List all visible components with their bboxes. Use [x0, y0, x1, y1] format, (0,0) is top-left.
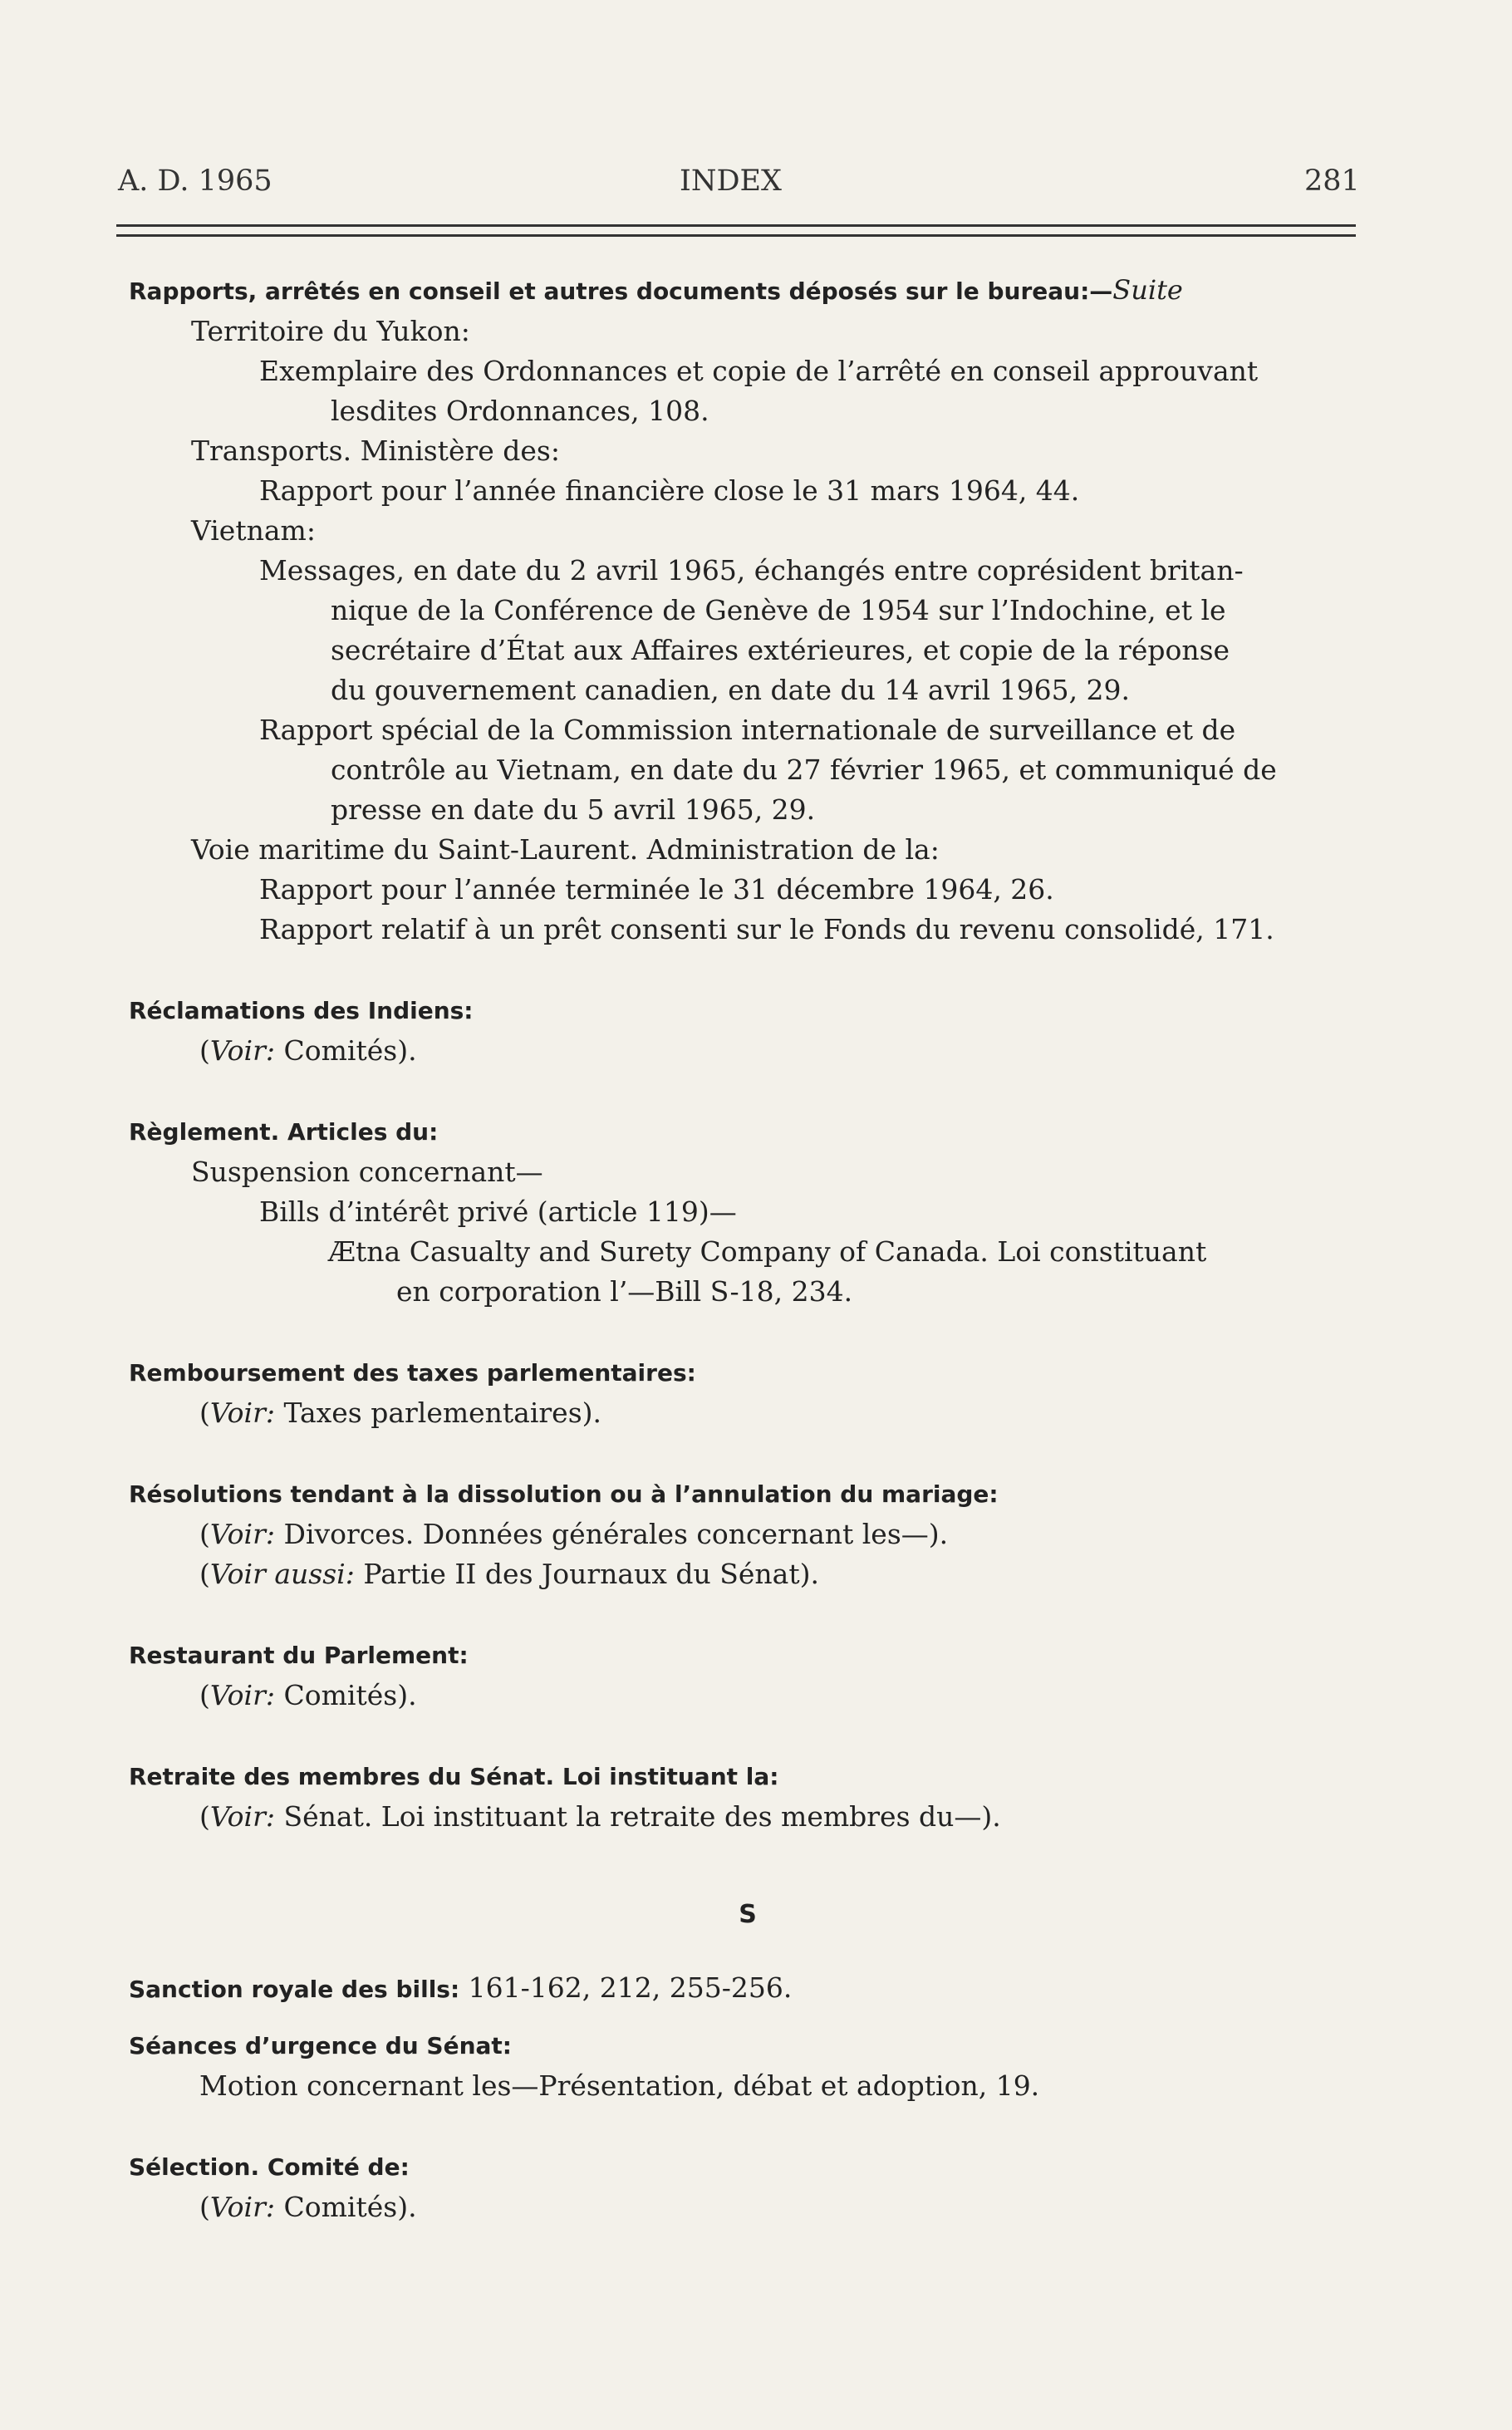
subentry-item: Rapport pour l’année financière close le 31 mars 1964, 44.	[259, 474, 1080, 507]
subentry: Territoire du Yukon:	[191, 315, 470, 347]
cross-reference: (Voir: Taxes parlementaires).	[199, 1397, 602, 1429]
entry-heading: Rapports, arrêtés en conseil et autres documents déposés sur le bureau:—Suite	[129, 274, 1183, 306]
year-label: A. D. 1965	[118, 164, 272, 198]
entry-heading: Restaurant du Parlement:	[129, 1642, 469, 1669]
subentry-item-cont: contrôle au Vietnam, en date du 27 février 1965, et communiqué de	[331, 754, 1277, 786]
subentry-item: Bills d’intérêt privé (article 119)—	[259, 1195, 737, 1228]
entry-sanction	[129, 1968, 1367, 2010]
entry-seances	[129, 2026, 1367, 2106]
subentry: Suspension concernant—	[191, 1156, 543, 1188]
header-rule-top	[116, 224, 1356, 227]
subentry: Transports. Ministère des:	[191, 434, 560, 467]
entry-heading: Sanction royale des bills: 161-162, 212, 255-256.	[129, 1971, 793, 2004]
subentry-item: Exemplaire des Ordonnances et copie de l’arrêté en conseil approuvant	[259, 355, 1259, 387]
entry-resolutions	[129, 1475, 1367, 1594]
section-letter: S	[739, 1900, 757, 1929]
subentry-item-cont: nique de la Conférence de Genève de 1954 sur l’Indochine, et le	[331, 594, 1226, 626]
subentry-item: Motion concernant les—Présentation, débat et adoption, 19.	[199, 2069, 1040, 2102]
header-rule-bottom	[116, 234, 1356, 237]
subentry-item: Rapport spécial de la Commission internationale de surveillance et de	[259, 714, 1236, 746]
entry-reclamations	[129, 991, 1367, 1071]
entry-heading: Règlement. Articles du:	[129, 1118, 439, 1146]
cross-reference: (Voir: Sénat. Loi instituant la retraite des membres du—).	[199, 1800, 1001, 1833]
subentry-item: Rapport relatif à un prêt consenti sur le Fonds du revenu consolidé, 171.	[259, 913, 1274, 945]
subentry-item-cont: secrétaire d’État aux Affaires extérieures, et copie de la réponse	[331, 634, 1230, 666]
subentry-item: Rapport pour l’année terminée le 31 décembre 1964, 26.	[259, 873, 1054, 906]
entry-reglement	[129, 1112, 1367, 1312]
index-content	[129, 270, 1367, 2227]
entry-heading: Retraite des membres du Sénat. Loi instituant la:	[129, 1763, 779, 1790]
cross-reference: (Voir: Comités).	[199, 2191, 417, 2223]
entry-heading: Résolutions tendant à la dissolution ou à l’annulation du mariage:	[129, 1480, 999, 1508]
entry-heading: Sélection. Comité de:	[129, 2153, 410, 2181]
entry-selection	[129, 2148, 1367, 2227]
subentry-item-cont: lesdites Ordonnances, 108.	[331, 395, 709, 427]
entry-heading: Séances d’urgence du Sénat:	[129, 2032, 513, 2059]
subentry-item: Messages, en date du 2 avril 1965, échangés entre coprésident britan-	[259, 554, 1244, 587]
entry-heading: Réclamations des Indiens:	[129, 997, 474, 1024]
section-title: INDEX	[680, 164, 782, 198]
subentry: Vietnam:	[191, 514, 316, 547]
cross-reference: (Voir: Comités).	[199, 1034, 417, 1067]
subentry-item: Ætna Casualty and Surety Company of Canada. Loi constituant	[328, 1235, 1207, 1268]
cross-reference: (Voir aussi: Partie II des Journaux du Sénat).	[199, 1558, 819, 1590]
subentry-item-cont: en corporation l’—Bill S-18, 234.	[396, 1275, 853, 1308]
entry-restaurant	[129, 1636, 1367, 1716]
entry-remboursement	[129, 1353, 1367, 1433]
subentry-item-cont: presse en date du 5 avril 1965, 29.	[331, 793, 816, 826]
page-number: 281	[1304, 164, 1360, 198]
subentry-item-cont: du gouvernement canadien, en date du 14 avril 1965, 29.	[331, 674, 1131, 706]
entry-heading: Remboursement des taxes parlementaires:	[129, 1359, 696, 1387]
subentry: Voie maritime du Saint-Laurent. Administration de la:	[191, 833, 940, 866]
cross-reference: (Voir: Divorces. Données générales concernant les—).	[199, 1518, 949, 1550]
cross-reference: (Voir: Comités).	[199, 1679, 417, 1711]
entry-rapports	[129, 270, 1367, 950]
entry-retraite	[129, 1757, 1367, 1837]
